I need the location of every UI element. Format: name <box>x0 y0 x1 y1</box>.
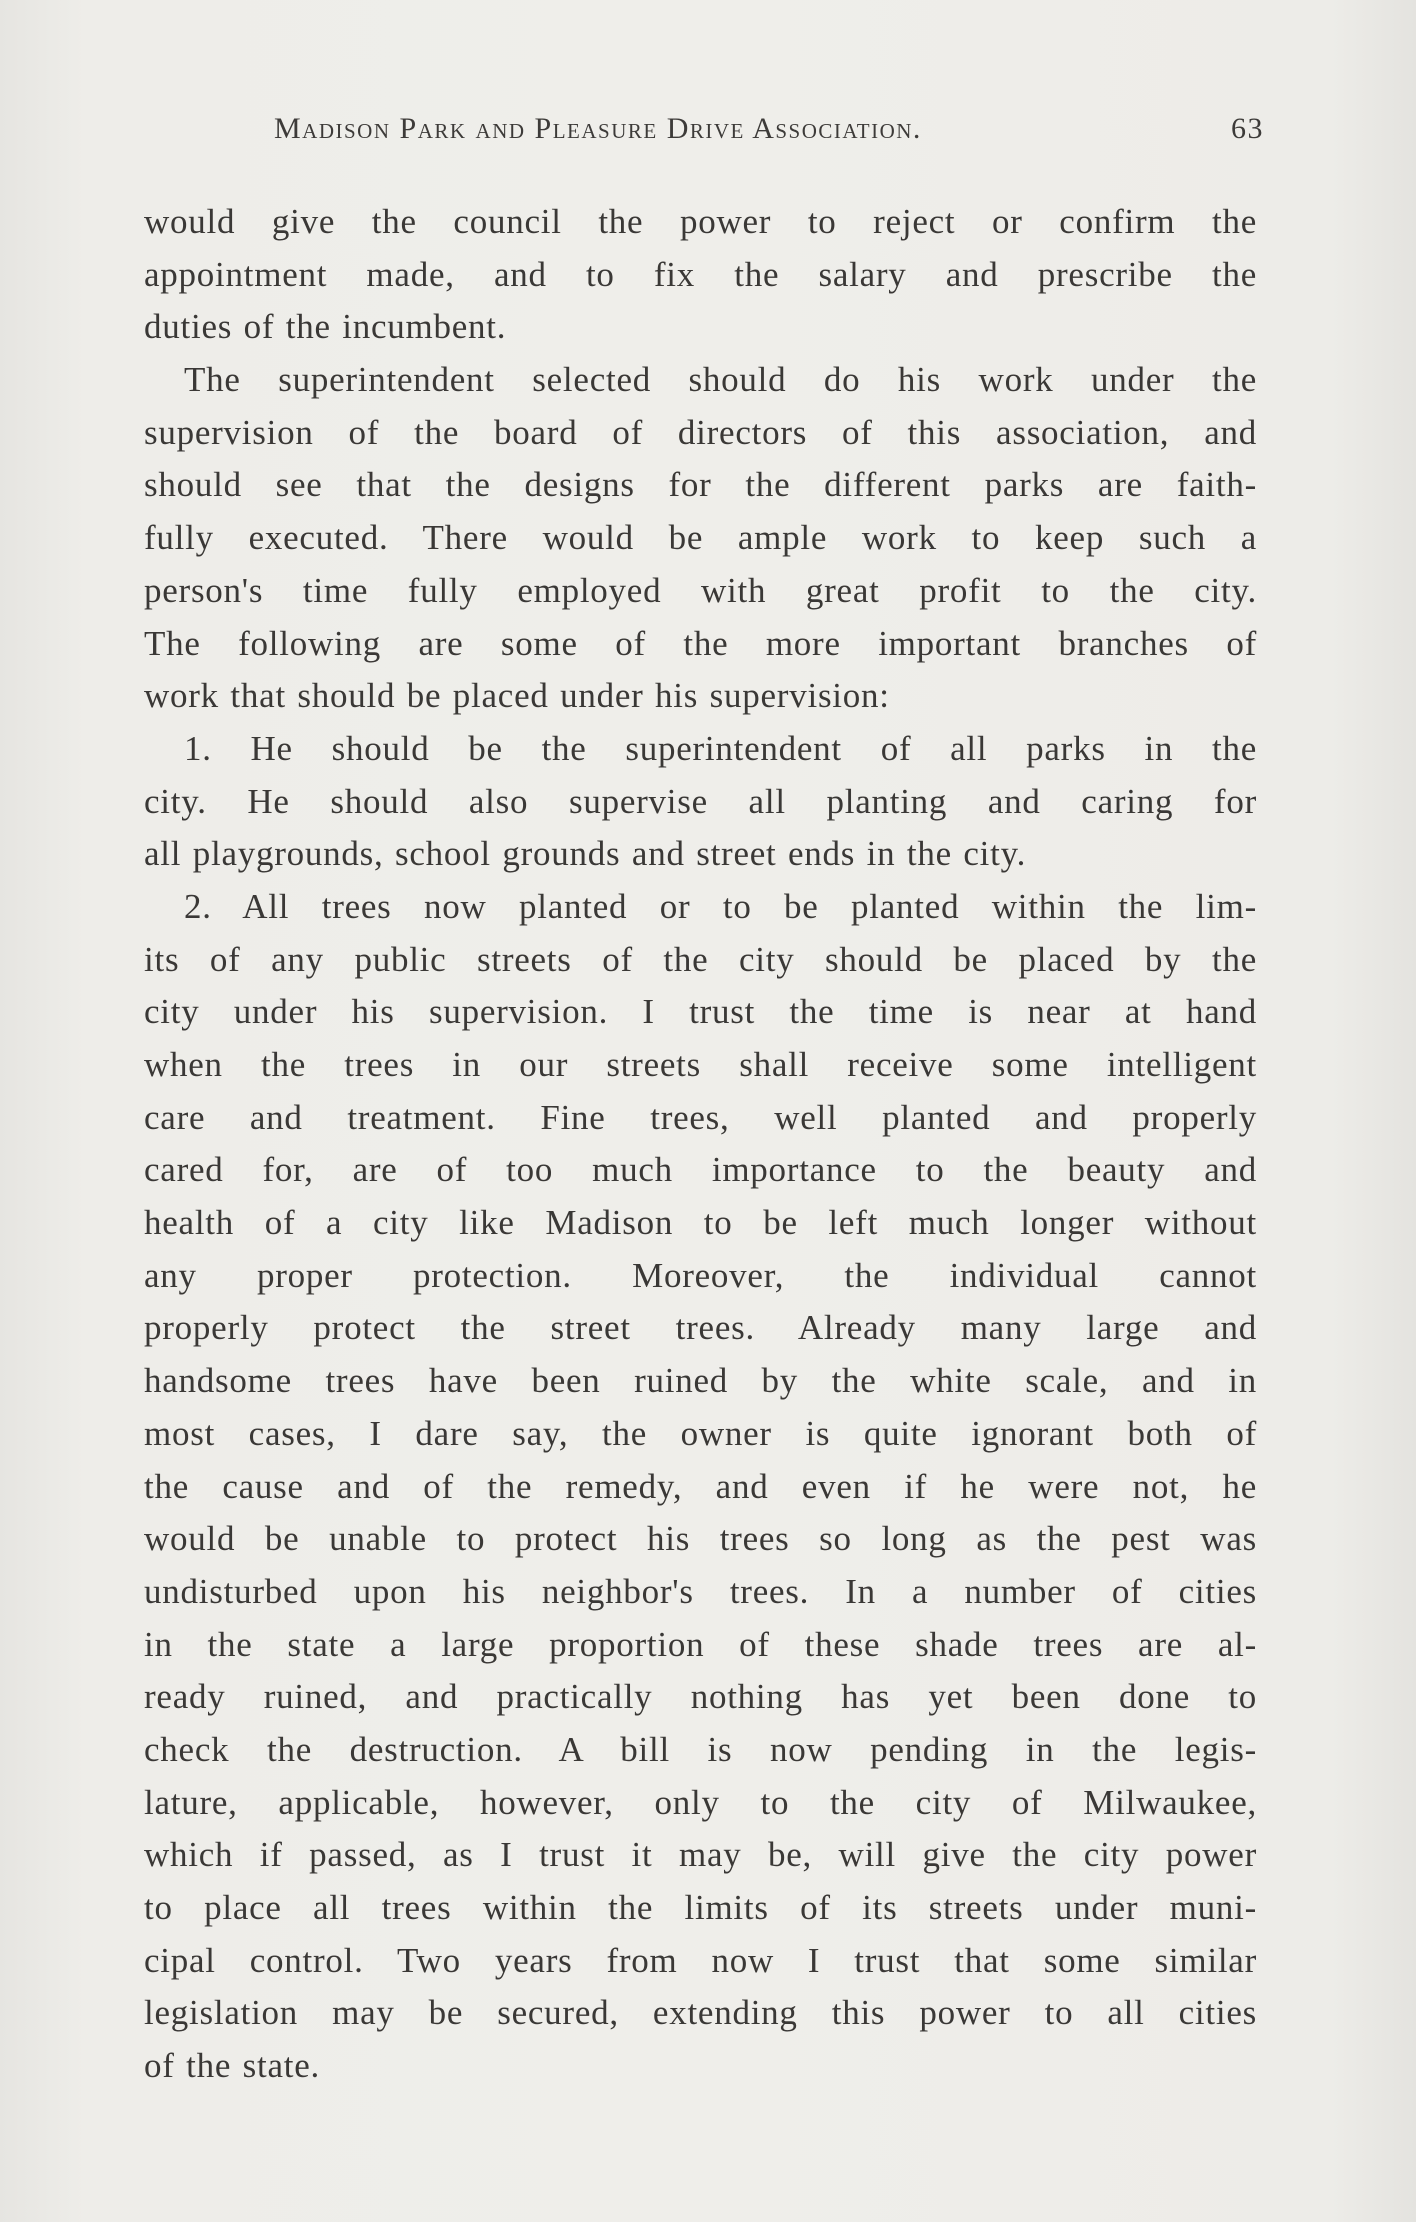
text-line: city under his supervision. I trust the time is near at hand <box>144 992 1257 1032</box>
text-line: city. He should also supervise all planting and caring for <box>144 781 1257 821</box>
text-line: in the state a large proportion of these shade trees are al- <box>144 1624 1257 1664</box>
text-line: would be unable to protect his trees so long as the pest was <box>144 1519 1257 1559</box>
text-line: would give the council the power to reject or confirm the <box>144 202 1257 241</box>
text-line: its of any public streets of the city should be placed by the <box>144 939 1257 979</box>
text-line: of the state. <box>144 2046 321 2086</box>
text-line: supervision of the board of directors of this association, and <box>144 412 1257 452</box>
text-line: appointment made, and to fix the salary and prescribe the <box>144 254 1257 294</box>
text-line: legislation may be secured, extending this power to all cities <box>144 1993 1257 2033</box>
text-line: when the trees in our streets shall receive some intelligent <box>144 1045 1257 1084</box>
running-title: Madison Park and Pleasure Drive Association. <box>274 112 922 145</box>
text-line: 2. All trees now planted or to be planted within the lim- <box>184 886 1257 926</box>
text-line: to place all trees within the limits of its streets under muni- <box>144 1888 1257 1927</box>
text-line: the cause and of the remedy, and even if he were not, he <box>144 1466 1257 1506</box>
text-line: check the destruction. A bill is now pending in the legis- <box>144 1729 1257 1769</box>
text-line: health of a city like Madison to be left much longer without <box>144 1203 1257 1243</box>
text-line: all playgrounds, school grounds and street ends in the city. <box>144 834 1027 874</box>
text-line: The following are some of the more important branches of <box>144 623 1257 663</box>
text-line: undisturbed upon his neighbor's trees. In a number of cities <box>144 1571 1257 1611</box>
text-line: properly protect the street trees. Already many large and <box>144 1308 1257 1348</box>
text-line: lature, applicable, however, only to the city of Milwaukee, <box>144 1782 1257 1822</box>
text-line: duties of the incumbent. <box>144 307 507 347</box>
text-line: care and treatment. Fine trees, well planted and properly <box>144 1097 1257 1137</box>
text-line: work that should be placed under his supervision: <box>144 676 890 716</box>
text-line: ready ruined, and practically nothing has yet been done to <box>144 1677 1257 1717</box>
text-line: most cases, I dare say, the owner is quite ignorant both of <box>144 1413 1257 1453</box>
page-number: 63 <box>1231 112 1264 145</box>
text-line: The superintendent selected should do his work under the <box>184 360 1257 400</box>
text-line: cared for, are of too much importance to the beauty and <box>144 1150 1257 1190</box>
text-line: person's time fully employed with great profit to the city. <box>144 570 1257 610</box>
text-line: which if passed, as I trust it may be, will give the city power <box>144 1835 1257 1875</box>
running-head <box>144 112 1264 162</box>
text-line: 1. He should be the superintendent of all parks in the <box>184 728 1257 768</box>
text-line: should see that the designs for the different parks are faith- <box>144 465 1257 505</box>
text-line: handsome trees have been ruined by the white scale, and in <box>144 1361 1257 1401</box>
text-line: any proper protection. Moreover, the individual cannot <box>144 1255 1257 1295</box>
body-text <box>144 196 1257 2093</box>
text-line: cipal control. Two years from now I trust that some similar <box>144 1940 1257 1980</box>
text-line: fully executed. There would be ample work to keep such a <box>144 518 1257 558</box>
